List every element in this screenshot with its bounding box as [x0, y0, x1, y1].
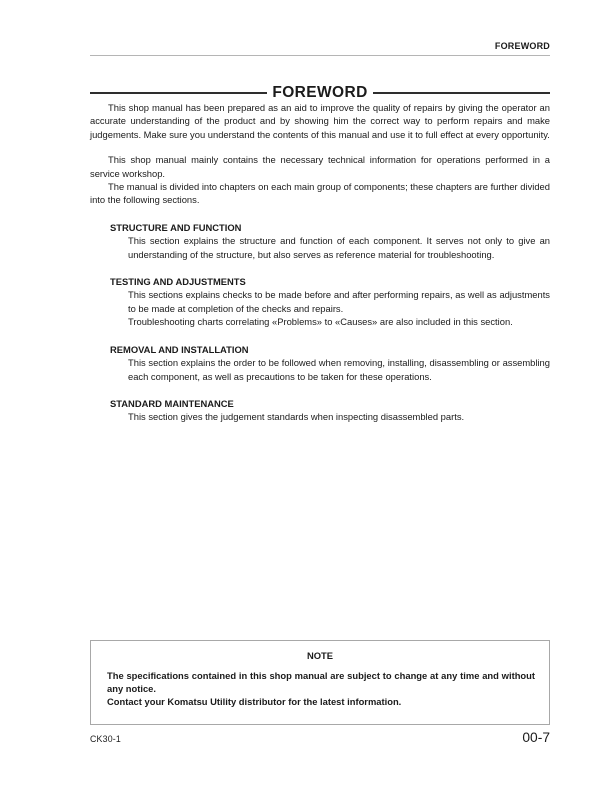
- intro-paragraph-1: This shop manual has been prepared as an aid to improve the quality of repairs by giving the operator an accurate understanding of the product and by showing him the correct way to perform repairs and make judgements. Make sure you understand the contents of this manual and use it to full effect at every opportunity.: [90, 102, 550, 140]
- page-title: [90, 84, 550, 102]
- section-standard-maintenance: [90, 397, 550, 424]
- section-testing-and-adjustments: [90, 275, 550, 329]
- section-paragraph: This section explains the structure and function of each component. It serves not only to give an understanding of the structure, but also serves as reference material for troubleshooting.: [128, 235, 550, 260]
- running-header-label: FOREWORD: [494, 41, 550, 51]
- intro-paragraph-3: The manual is divided into chapters on each main group of components; these chapters are further divided into the following sections.: [90, 181, 550, 206]
- note-paragraph: The specifications contained in this shop manual are subject to change at any time and without any notice.: [107, 670, 535, 695]
- section-removal-and-installation: [90, 343, 550, 383]
- section-structure-and-function: [90, 221, 550, 261]
- page-body: [90, 101, 550, 424]
- section-heading: STANDARD MAINTENANCE: [110, 397, 234, 409]
- note-title: NOTE: [306, 650, 334, 661]
- title-rule-right: [373, 92, 550, 93]
- section-paragraph: This sections explains checks to be made before and after performing repairs, as well as adjustments to be made at completion of the checks and repairs.: [128, 289, 550, 314]
- section-paragraph: Troubleshooting charts correlating «Problems» to «Causes» are also included in this section.: [128, 316, 513, 328]
- section-heading: STRUCTURE AND FUNCTION: [110, 221, 242, 233]
- title-rule-left: [90, 92, 267, 93]
- section-paragraph: This section gives the judgement standards when inspecting disassembled parts.: [128, 411, 465, 423]
- note-paragraph: Contact your Komatsu Utility distributor for the latest information.: [107, 696, 402, 708]
- note-body: [91, 669, 549, 709]
- intro-paragraph-2: This shop manual mainly contains the necessary technical information for operations performed in a service workshop.: [90, 154, 550, 179]
- note-box: [90, 640, 550, 725]
- section-list: [90, 221, 550, 424]
- header-divider-rule: [90, 55, 550, 56]
- footer-page-number: 00-7: [522, 730, 550, 745]
- intro-block: [90, 101, 550, 207]
- section-heading: TESTING AND ADJUSTMENTS: [110, 276, 246, 288]
- page-title-text: FOREWORD: [272, 84, 368, 101]
- section-paragraph: This section explains the order to be followed when removing, installing, disassembling or assembling each component, as well as precautions to be taken for these operations.: [128, 357, 550, 382]
- section-heading: REMOVAL AND INSTALLATION: [110, 343, 249, 355]
- footer-model-code: CK30-1: [90, 734, 122, 744]
